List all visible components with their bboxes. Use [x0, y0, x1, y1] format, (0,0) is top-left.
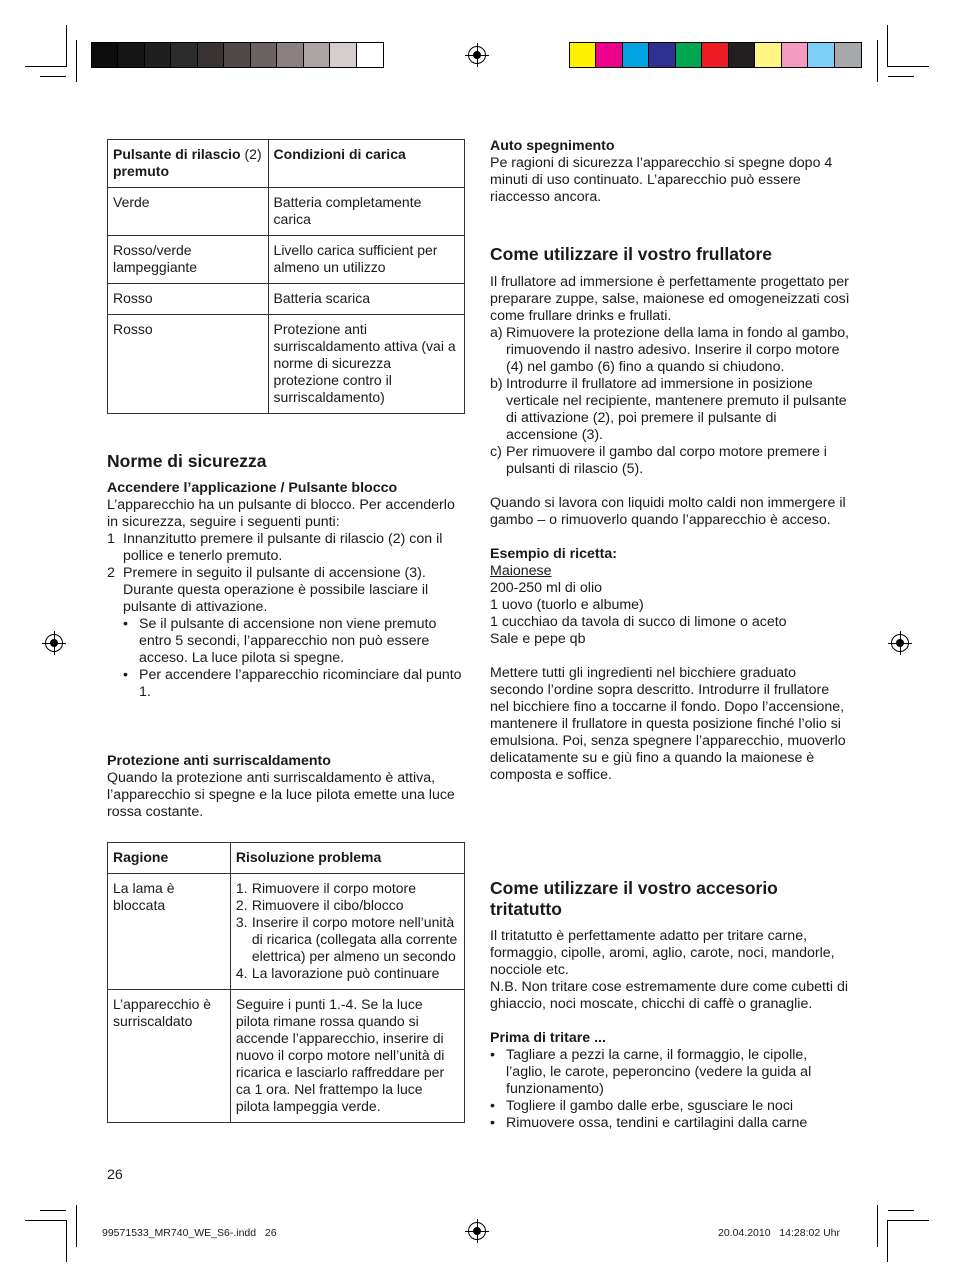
list-text: Rimuovere la protezione della lama in fondo al gambo, rimuovendo il nastro adesivo. Inserire il corpo motore (4) nel gambo (6) fino a quando si chiudono.: [506, 325, 850, 375]
registration-mark-icon: [891, 634, 909, 652]
header-text: Risoluzione problema: [235, 849, 382, 865]
list-item: [236, 897, 459, 914]
table-cell: Batteria completamente carica: [268, 188, 464, 236]
subheading: Prima di tritare ...: [490, 1030, 606, 1046]
ingredient: 1 cucchiao da tavola di succo di limone o aceto: [490, 614, 787, 630]
color-swatch: [92, 43, 118, 67]
table-header-cell: [108, 843, 231, 874]
list-item: [490, 325, 850, 376]
crop-mark: [888, 1210, 914, 1211]
crop-mark: [40, 1210, 66, 1211]
overheat-section: [107, 753, 465, 821]
list-text: Rimuovere ossa, tendini e cartilagini dalla carne: [506, 1115, 808, 1131]
crop-mark: [76, 40, 77, 82]
registration-mark-icon: [468, 46, 486, 64]
list-text: Rimuovere il corpo motore: [251, 880, 416, 896]
list-number: 4.: [235, 965, 248, 981]
list-text: Inserire il corpo motore nell’unità di ricarica (collegata alla corrente elettrica) per almeno un secondo: [251, 914, 458, 964]
table-header-row: [108, 140, 465, 188]
list-number: 1.: [235, 880, 248, 896]
table-cell: Rosso/verde lampeggiante: [108, 236, 269, 284]
crop-mark: [877, 1205, 878, 1247]
list-letter: a): [490, 325, 503, 341]
color-swatch: [304, 43, 330, 67]
header-text: Pulsante di rilascio: [113, 146, 241, 162]
color-swatch: [623, 43, 649, 67]
process-color-bar: [569, 42, 862, 68]
paragraph: Pe ragioni di sicurezza l’apparecchio si spegne dopo 4 minuti di uso continuato. L’aparecchio può essere riaccesso ancora.: [490, 155, 833, 205]
header-text: Condizioni di carica: [273, 146, 406, 162]
registration-mark-icon: [45, 634, 63, 652]
crop-mark: [66, 25, 67, 67]
list-item: [236, 965, 459, 982]
table-header-row: [108, 843, 465, 874]
color-swatch: [224, 43, 250, 67]
color-swatch: [118, 43, 144, 67]
table-cell: Rosso: [108, 315, 269, 414]
list-item: [107, 531, 465, 565]
color-swatch: [808, 43, 834, 67]
color-swatch: [676, 43, 702, 67]
subheading: Protezione anti surriscaldamento: [107, 753, 331, 769]
list-item: [107, 565, 465, 616]
list-text: Se il pulsante di accensione non viene premuto entro 5 secondi, l’apparecchio non può essere acceso. La luce pilota si spegne.: [139, 616, 437, 666]
table-cell: Seguire i punti 1.-4. Se la luce pilota rimane rossa quando si accende l’apparecchio, inserire di nuovo il corpo motore nell’unità di ricarica e lasciarlo raffreddare per ca 1 ora. Nel frattempo la luce pilota lampeggia verde.: [230, 990, 464, 1123]
paragraph: Quando la protezione anti surriscaldamento è attiva, l’apparecchio si spegne e la luce pilota emette una luce rossa costante.: [107, 770, 455, 820]
page-number: 26: [107, 1167, 123, 1183]
table-header-cell: [108, 140, 269, 188]
list-item: [490, 1115, 850, 1132]
color-swatch: [649, 43, 675, 67]
slug-filename: 99571533_MR740_WE_S6-.indd 26: [102, 1227, 277, 1239]
slug-timestamp: 20.04.2010 14:28:02 Uhr: [718, 1227, 841, 1239]
color-swatch: [171, 43, 197, 67]
table-row: [108, 315, 465, 414]
troubleshooting-table: [107, 842, 465, 1123]
list-number: 3.: [235, 914, 248, 930]
header-text: (2): [244, 146, 262, 162]
list-item: [107, 667, 465, 701]
grayscale-color-bar: [91, 42, 384, 68]
paragraph: Il frullatore ad immersione è perfettamente progettato per preparare zuppe, salse, maionese ed omogeneizzati così come frullare drinks e frullati.: [490, 274, 850, 324]
section-heading: Come utilizzare il vostro accesorio tritatutto: [490, 878, 778, 919]
bullet-icon: •: [123, 667, 128, 683]
table-row: [108, 236, 465, 284]
color-swatch: [277, 43, 303, 67]
crop-mark: [76, 1205, 77, 1247]
table-row: [108, 990, 465, 1123]
crop-mark: [877, 40, 878, 82]
ingredient: Sale e pepe qb: [490, 631, 586, 647]
list-letter: c): [490, 444, 502, 460]
color-swatch: [145, 43, 171, 67]
paragraph: Quando si lavora con liquidi molto caldi non immergere il gambo – o rimuoverlo quando l’apparecchio è acceso.: [490, 495, 846, 528]
bullet-icon: •: [490, 1115, 495, 1131]
crop-mark: [25, 1220, 67, 1221]
color-swatch: [570, 43, 596, 67]
paragraph: Il tritatutto è perfettamente adatto per tritare carne, formaggio, cipolle, aromi, aglio, carote, noci, mandorle, nocciole etc.: [490, 928, 835, 978]
list-text: Per rimuovere il gambo dal corpo motore premere i pulsanti di rilascio (5).: [506, 444, 827, 477]
list-item: [490, 1098, 850, 1115]
list-text: La lavorazione può continuare: [251, 965, 440, 981]
list-number: 2: [107, 565, 115, 581]
list-number: 2.: [235, 897, 248, 913]
chopper-section: [490, 928, 850, 1132]
table-header-cell: [268, 140, 464, 188]
crop-mark: [887, 1220, 929, 1221]
crop-mark: [40, 76, 66, 77]
color-swatch: [251, 43, 277, 67]
color-swatch: [755, 43, 781, 67]
crop-mark: [887, 25, 888, 67]
color-swatch: [198, 43, 224, 67]
list-text: Premere in seguito il pulsante di accensione (3). Durante questa operazione è possibile lasciare il pulsante di attivazione.: [123, 565, 429, 615]
table-cell: [230, 874, 464, 990]
color-swatch: [330, 43, 356, 67]
list-item: [490, 376, 850, 444]
list-text: Rimuovere il cibo/blocco: [251, 897, 404, 913]
list-item: [236, 914, 459, 965]
color-swatch: [835, 43, 861, 67]
section-heading: Norme di sicurezza: [107, 451, 267, 471]
subheading: Auto spegnimento: [490, 138, 615, 154]
recipe-name: Maionese: [490, 563, 552, 579]
color-swatch: [782, 43, 808, 67]
paragraph: Mettere tutti gli ingredienti nel bicchiere graduato secondo l’ordine sopra descritto. Introdurre il frullatore nel bicchiere fino a toccarne il fondo. Dopo l’accensione, mantenere il frullatore in questa posizione finché l’olio si emulsiona. Poi, senza spegnere l’apparecchio, muoverlo delicatamente su e giù fino a quando la maionese è composta e soffice.: [490, 665, 846, 783]
list-text: Innanzitutto premere il pulsante di rilascio (2) con il pollice e tenerlo premuto.: [123, 531, 443, 564]
table-cell: Rosso: [108, 284, 269, 315]
paragraph: L’apparecchio ha un pulsante di blocco. Per accenderlo in sicurezza, seguire i seguenti punti:: [107, 497, 455, 530]
bullet-icon: •: [123, 616, 128, 632]
color-swatch: [702, 43, 728, 67]
color-swatch: [729, 43, 755, 67]
safety-section: [107, 480, 465, 701]
blender-section: [490, 274, 850, 784]
table-row: [108, 188, 465, 236]
bullet-icon: •: [490, 1047, 495, 1063]
table-cell: La lama è bloccata: [108, 874, 231, 990]
table-cell: Protezione anti surriscaldamento attiva (vai a norme di sicurezza protezione contro il surriscaldamento): [268, 315, 464, 414]
subheading: Accendere l’applicazione / Pulsante blocco: [107, 480, 398, 496]
list-text: Togliere il gambo dalle erbe, sgusciare le noci: [506, 1098, 794, 1114]
color-swatch: [357, 43, 383, 67]
table-row: [108, 284, 465, 315]
ingredient: 1 uovo (tuorlo e albume): [490, 597, 644, 613]
header-text: premuto: [113, 163, 169, 179]
table-cell: L’apparecchio è surriscaldato: [108, 990, 231, 1123]
charge-status-table: [107, 139, 465, 414]
crop-mark: [887, 66, 929, 67]
list-letter: b): [490, 376, 503, 392]
table-cell: Livello carica sufficient per almeno un utilizzo: [268, 236, 464, 284]
list-item: [236, 880, 459, 897]
color-swatch: [596, 43, 622, 67]
list-text: Per accendere l’apparecchio ricominciare dal punto 1.: [139, 667, 462, 700]
paragraph: N.B. Non tritare cose estremamente dure come cubetti di ghiaccio, noci moscate, chicchi di caffè o granaglie.: [490, 979, 848, 1012]
crop-mark: [888, 76, 914, 77]
section-heading: Come utilizzare il vostro frullatore: [490, 244, 772, 264]
list-number: 1: [107, 531, 115, 547]
list-item: [490, 444, 850, 478]
registration-mark-icon: [468, 1222, 486, 1240]
subheading: Esempio di ricetta:: [490, 546, 617, 562]
crop-mark: [25, 66, 67, 67]
table-header-cell: [230, 843, 464, 874]
crop-mark: [887, 1220, 888, 1262]
list-text: Introdurre il frullatore ad immersione in posizione verticale nel recipiente, mantenere premuto il pulsante di attivazione (2), poi premere il pulsante di accensione (3).: [506, 376, 847, 443]
bullet-icon: •: [490, 1098, 495, 1114]
auto-off-section: [490, 138, 850, 206]
header-text: Ragione: [113, 849, 169, 865]
ingredient: 200-250 ml di olio: [490, 580, 602, 596]
table-cell: Verde: [108, 188, 269, 236]
list-item: [107, 616, 465, 667]
table-row: [108, 874, 465, 990]
list-item: [490, 1047, 850, 1098]
crop-mark: [66, 1220, 67, 1262]
table-cell: Batteria scarica: [268, 284, 464, 315]
list-text: Tagliare a pezzi la carne, il formaggio, le cipolle, l’aglio, le carote, peperoncino (vedere la guida al funzionamento): [506, 1047, 812, 1097]
